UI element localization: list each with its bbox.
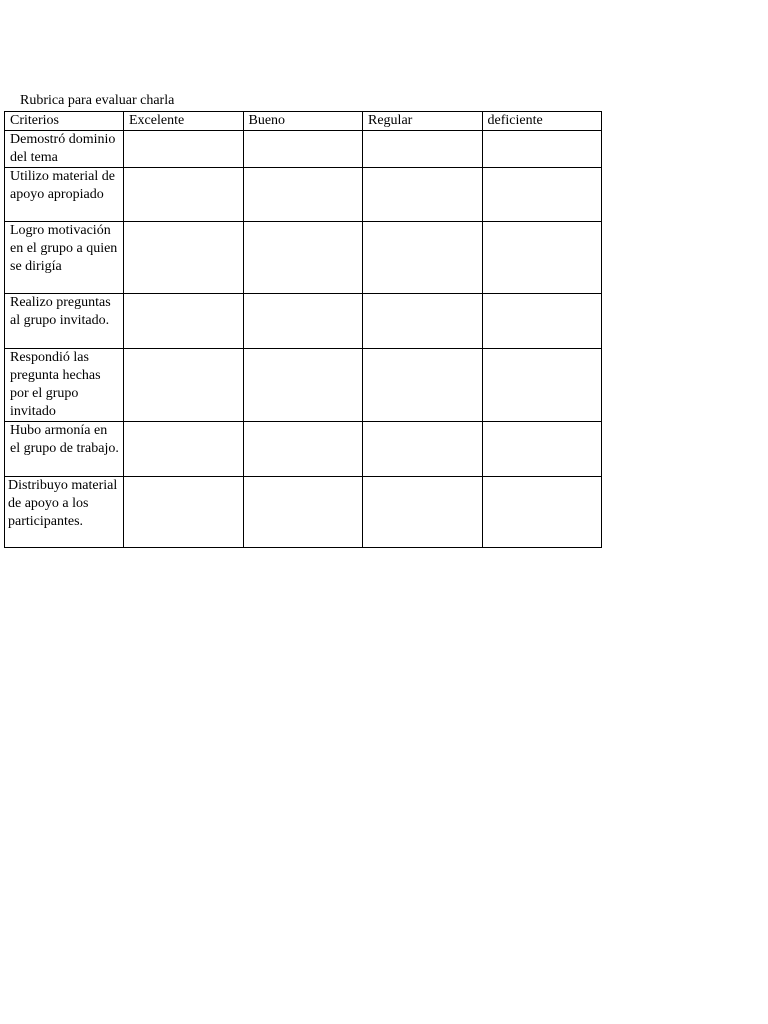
table-row xyxy=(5,349,602,422)
score-cell-regular xyxy=(363,349,483,422)
score-cell-deficiente xyxy=(482,422,602,477)
table-row xyxy=(5,222,602,294)
header-row xyxy=(5,112,602,131)
score-cell-deficiente xyxy=(482,477,602,548)
score-cell-bueno xyxy=(243,222,363,294)
score-cell-regular xyxy=(363,168,483,222)
rubric-table xyxy=(4,111,602,548)
criterion-cell: Realizo preguntas al grupo invitado. xyxy=(5,294,124,349)
score-cell-regular xyxy=(363,294,483,349)
table-row xyxy=(5,168,602,222)
header-regular: Regular xyxy=(363,112,483,131)
criterion-cell: Respondió las pregunta hechas por el grupo invitado xyxy=(5,349,124,422)
score-cell-excelente xyxy=(124,222,244,294)
criterion-cell: Demostró dominio del tema xyxy=(5,131,124,168)
score-cell-bueno xyxy=(243,131,363,168)
score-cell-regular xyxy=(363,131,483,168)
score-cell-bueno xyxy=(243,294,363,349)
score-cell-bueno xyxy=(243,168,363,222)
score-cell-excelente xyxy=(124,477,244,548)
criterion-cell: Utilizo material de apoyo apropiado xyxy=(5,168,124,222)
table-row xyxy=(5,477,602,548)
score-cell-bueno xyxy=(243,422,363,477)
score-cell-regular xyxy=(363,222,483,294)
score-cell-regular xyxy=(363,422,483,477)
score-cell-excelente xyxy=(124,294,244,349)
score-cell-deficiente xyxy=(482,349,602,422)
document-title: Rubrica para evaluar charla xyxy=(20,93,175,108)
score-cell-bueno xyxy=(243,477,363,548)
score-cell-regular xyxy=(363,477,483,548)
criterion-cell: Logro motivación en el grupo a quien se dirigía xyxy=(5,222,124,294)
score-cell-excelente xyxy=(124,422,244,477)
header-bueno: Bueno xyxy=(243,112,363,131)
score-cell-deficiente xyxy=(482,222,602,294)
score-cell-deficiente xyxy=(482,294,602,349)
table-row xyxy=(5,131,602,168)
header-criterios: Criterios xyxy=(5,112,124,131)
score-cell-deficiente xyxy=(482,168,602,222)
header-deficiente: deficiente xyxy=(482,112,602,131)
criterion-cell: Distribuyo material de apoyo a los participantes. xyxy=(5,477,124,548)
score-cell-excelente xyxy=(124,168,244,222)
header-excelente: Excelente xyxy=(124,112,244,131)
score-cell-deficiente xyxy=(482,131,602,168)
score-cell-excelente xyxy=(124,349,244,422)
table-row xyxy=(5,422,602,477)
score-cell-bueno xyxy=(243,349,363,422)
table-row xyxy=(5,294,602,349)
score-cell-excelente xyxy=(124,131,244,168)
criterion-cell: Hubo armonía en el grupo de trabajo. xyxy=(5,422,124,477)
